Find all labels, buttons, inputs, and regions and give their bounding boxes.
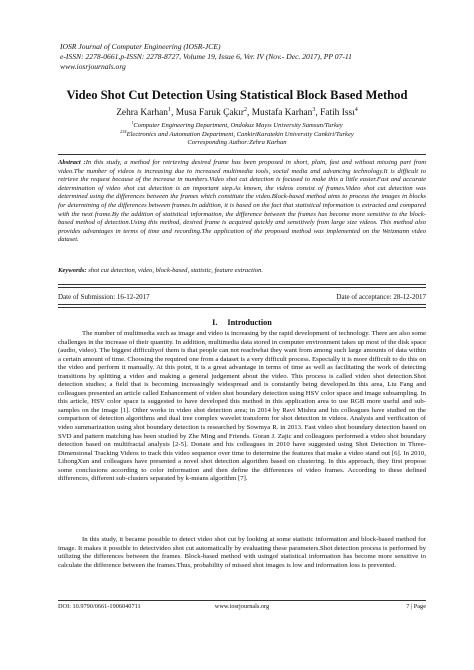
author-name: Fatih Issı bbox=[320, 108, 355, 118]
journal-name: IOSR Journal of Computer Engineering (IOSR-JCE) bbox=[60, 42, 221, 51]
affiliation-sup: 234 bbox=[120, 128, 127, 134]
acceptance-date: Date of acceptance: 28-12-2017 bbox=[336, 293, 426, 301]
submission-date: Date of Submission: 16-12-2017 bbox=[58, 293, 150, 301]
footer-doi: DOI: 10.9790/0661-1906040711 bbox=[58, 603, 141, 610]
author-name: Musa Faruk Çakır bbox=[175, 108, 244, 118]
divider bbox=[58, 307, 426, 308]
abstract bbox=[58, 159, 426, 245]
divider bbox=[58, 154, 426, 155]
footer-page-number: 7 | Page bbox=[406, 603, 426, 610]
footer-site: www.iosrjournals.org bbox=[214, 603, 270, 610]
author-name: Zehra Karhan bbox=[116, 108, 168, 118]
journal-url: www.iosrjournals.org bbox=[60, 62, 126, 71]
page-footer bbox=[58, 603, 426, 610]
affiliation-text: Electronics and Automation Department, CankiriKaratekin University Cankiri/Turkey bbox=[126, 130, 354, 138]
abstract-label: Abstract : bbox=[58, 159, 86, 166]
paper-title: Video Shot Cut Detection Using Statistical Block Based Method bbox=[66, 88, 408, 102]
author-sup: 1 bbox=[168, 106, 172, 113]
author-list: Zehra Karhan$^1$, Musa Faruk Çakır$^2$, Mustafa Karhan$^3$, Fatih Issı$^4$ bbox=[116, 106, 358, 118]
author-sup: 2 bbox=[243, 106, 248, 113]
keywords-text: shot cut detection, video, block-based, statistic, feature extraction. bbox=[88, 267, 264, 274]
journal-issn: e-ISSN: 2278-0661,p-ISSN: 2278-8727, Volume 19, Issue 6, Ver. IV (Nov.- Dec. 2017), PP 07-11 bbox=[60, 52, 352, 61]
abstract-text: In this study, a method for retrieving desired frame has been proposed in short, plain, fast and without missing part from video.The number of videos is increasing due to increased multimedia tools, social media and advancing technology.It is difficult to retrieve the request because of the increase in numbers.Video shot cut detection is focused to make this a little easier.Fast and accurate determination of video shot cut detection is an important step.As known, the videos consist of frames.Video shot cut detection was determined using the differences between the frames which constitute the video.Block-based method aims to process the images in blocks for determining of the differences between frames.In addition, it is based on the fact that statistical information is extracted and compared with the next frame.By the addition of statistical information, the difference between the frames has become more sensitive to the block-based method of detection.Using this method, desired frame is acquired quickly and sensitively from large size videos. This method also provides advantages in terms of time and recording.The application of the proposed method was implemented on the Weizmann video dataset. bbox=[58, 159, 426, 244]
footer-divider bbox=[58, 600, 426, 601]
author-name: Mustafa Karhan bbox=[251, 108, 313, 118]
affiliation-text: Computer Engineering Department, Ondokuz Mayıs University Samsun/Turkey bbox=[133, 122, 343, 129]
author-sup: 4 bbox=[354, 106, 358, 113]
author-sup: 3 bbox=[312, 106, 316, 113]
section-heading bbox=[58, 318, 426, 327]
affiliation-sup: 1 bbox=[131, 119, 134, 125]
intro-paragraph-1: The number of multimedia such as image and video is increasing by the rapid development of technology. There are also some challenges in the increase of their quantity. In addition, multimedia data stored in computer environment takes up most of the disk space (audio, video). The biggest difficultyof them is that people can not reachwhat they want from among such large amounts of data within a certain amount of time. Choosing the required one from a dataset is a very difficult process. Especially it is more difficult to do this on the video and perform it manually. At this point, it is a great advantage in terms of time as well as facilitating the work of detecting transitions by splitting a video and making a general judgement about the video. This process is called video shot detection.Shot detection studies; a field that is becoming increasingly widespread and is constantly being developed.In this area, Liu Fang and colleagues presented an article called Enhancement of video shot boundary detection using HSV color space and image subsampling. In this article, HSV color space is suggested to have developed this method in this application area to use RGB more useful and sub-samples on the image [1]. Other works in video shot detection area; in 2014 by Ravi Mishra and his colleagues have studied on the comparison of detection algorithms and dual tree complex wavelet transform for shot detection in videos. Analysis and verification of video summarization using shot boundary detection is researched by Sowmya R. in 2013. Fast video shot boundary detection based on SVD and pattern matching has been studied by Zhe Ming and Friends. Goran J. Zajic and colleagues performed a video shot boundary detection based on multifractal analysis [2-5]. Donate and his colleagues in 2010 have suggested using Shot Detection in Three-Dimensional Tracking Videos to track this video sequence over time to determine the features that make a video stand out [6]. In 2010, LihongXun and colleagues have presented a novel shot detection algorithm based on clustering. In this approach, they first propose some conclusions according to color information and then define the differences of video frames. According to these defined differences, different sub-clusters separated by k-means algorithm [7]. bbox=[58, 330, 426, 483]
affiliations bbox=[40, 119, 434, 148]
divider bbox=[58, 304, 426, 305]
keywords bbox=[58, 267, 426, 276]
corresponding-author: Corresponding Author:Zehra Karhan bbox=[187, 139, 287, 147]
section-title: Introduction bbox=[227, 318, 272, 327]
journal-header bbox=[60, 42, 420, 72]
affiliation-line bbox=[40, 128, 434, 140]
intro-paragraph-2: In this study, it became possible to detect video shot cut by looking at some statistic information and block-based method for image. It makes it possible to detectvideo shot cut automatically by evaluating these parameters.Shot detection process is performed by utilizing the differences between the frames. Block-based method with usingof statistical information has become more sensitive to calculate the difference between the frames.Thus, probability of missed shot images is low and information loss is prevented. bbox=[58, 536, 426, 569]
divider bbox=[58, 284, 426, 285]
dates-row bbox=[58, 293, 426, 301]
section-number: I. bbox=[212, 318, 218, 327]
keywords-label: Keywords: bbox=[58, 267, 87, 274]
divider bbox=[58, 287, 426, 288]
